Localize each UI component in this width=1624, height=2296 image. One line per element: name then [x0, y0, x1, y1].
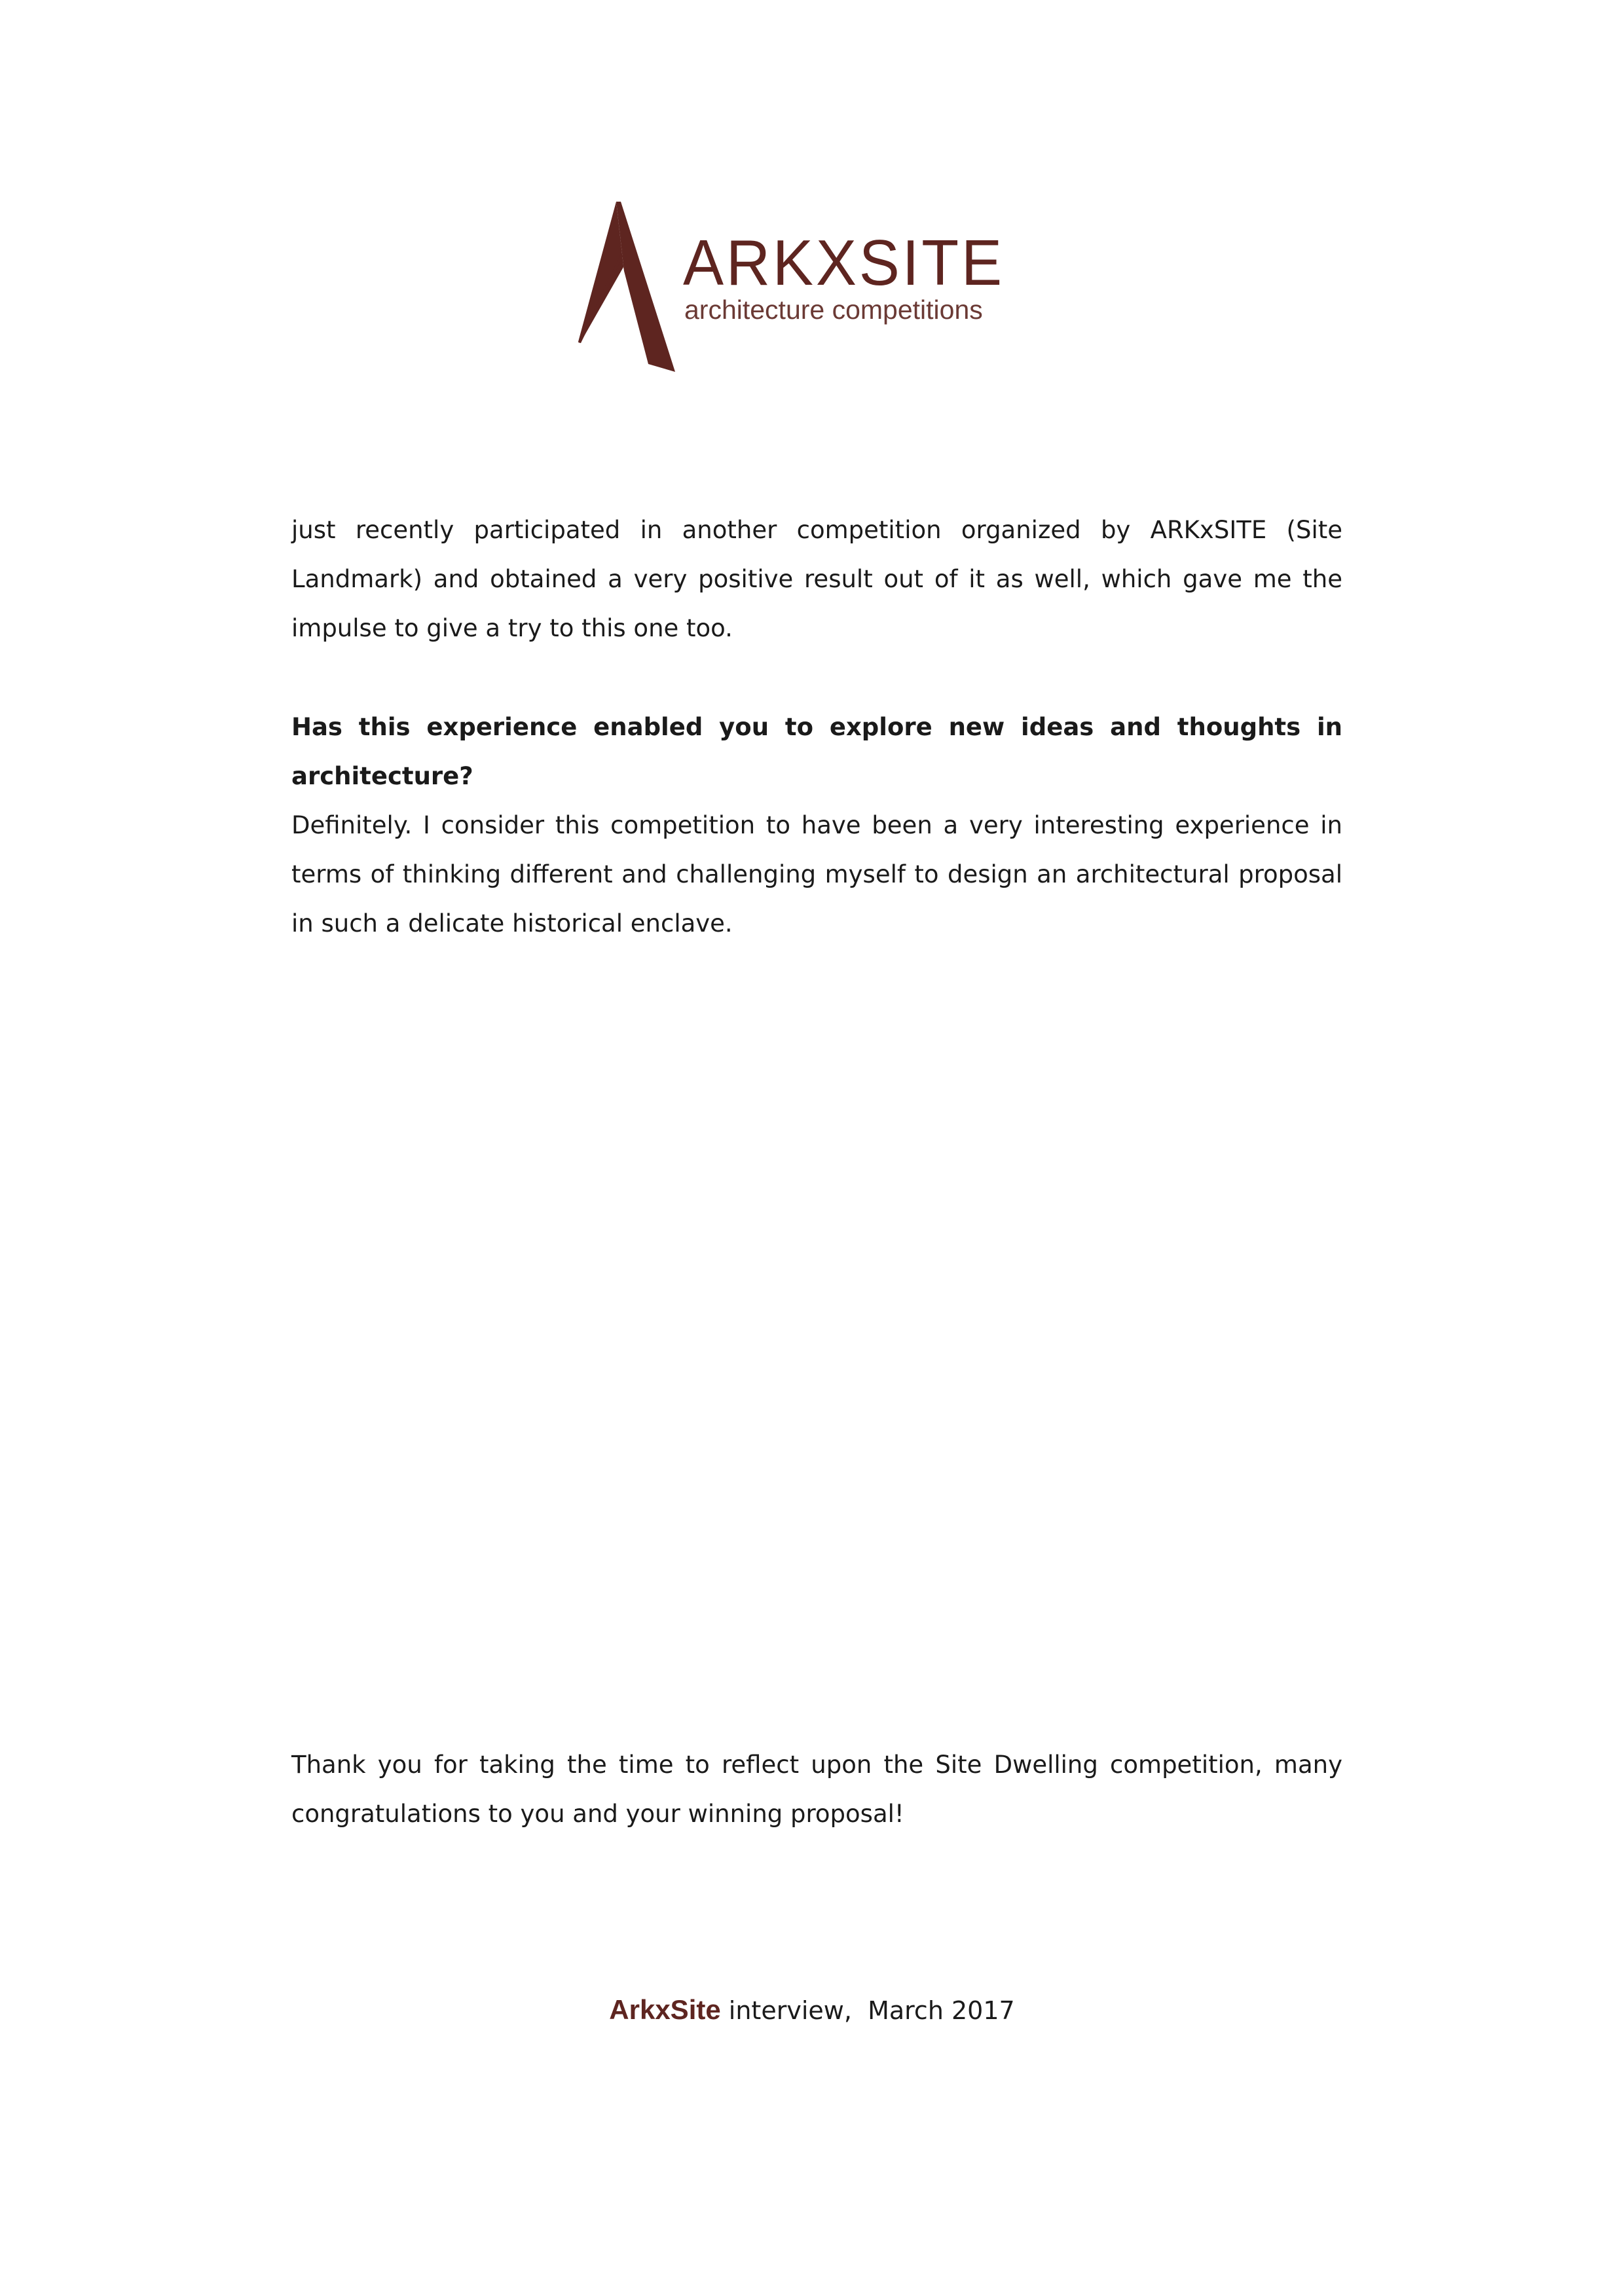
logo-tagline: architecture competitions [684, 295, 983, 325]
closing-text: Thank you for taking the time to reflect upon the Site Dwelling competition, many congratulations to you and your winning proposal! [291, 1751, 1342, 1828]
answer-paragraph: Definitely. I consider this competition to have been a very interesting experience in terms of thinking different and challenging myself to design an architectural proposal in such a delicate historical enclave. [291, 811, 1342, 938]
footer-credit [0, 1990, 1624, 2030]
logo-brand-text: ARKXSITE [683, 227, 1005, 299]
paragraph-text: just recently participated in another competition organized by ARKxSITE (Site Landmark) and obtained a very positive result out of it as well, which gave me the impulse to give a try to this one too. [291, 516, 1342, 642]
question-heading: Has this experience enabled you to explore new ideas and thoughts in architecture? [291, 713, 1342, 790]
closing-paragraph [291, 1740, 1342, 1838]
footer-text: interview, March 2017 [720, 1996, 1015, 2025]
footer-brand: ArkxSite [609, 1994, 721, 2025]
arkxsite-logo [578, 196, 1050, 373]
qa-section [291, 702, 1342, 948]
logo-a-mark-icon [578, 196, 676, 373]
intro-paragraph [291, 505, 1342, 653]
